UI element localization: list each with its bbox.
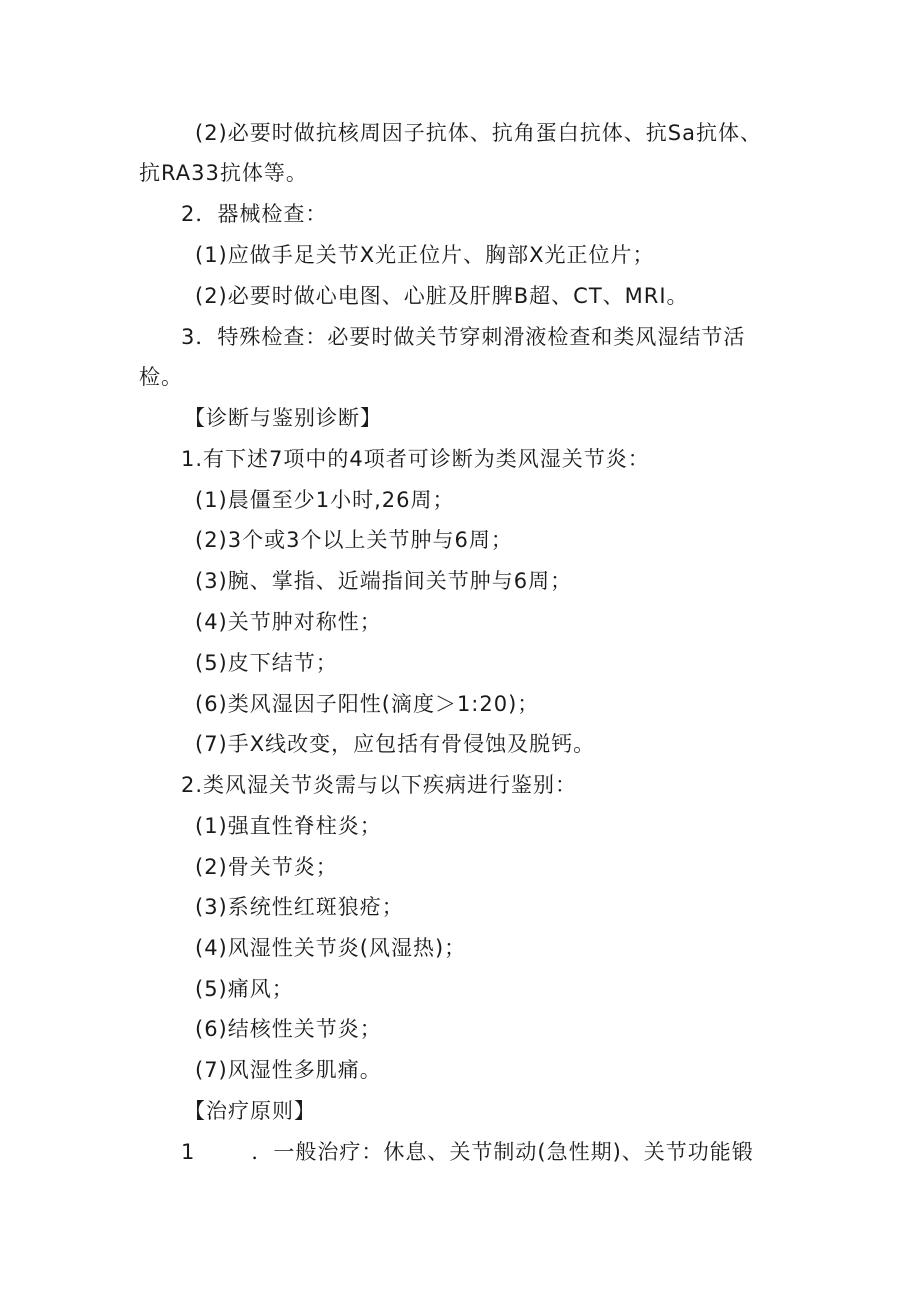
text-line: (1)应做手足关节X光正位片、胸部X光正位片； <box>195 243 655 267</box>
list-item: (5)痛风； <box>195 977 294 1001</box>
list-item: (7)手X线改变，应包括有骨侵蚀及脱钙。 <box>195 732 596 756</box>
list-item: (7)风湿性多肌痛。 <box>195 1058 382 1082</box>
bracket-heading: 【治疗原则】 <box>184 1099 316 1123</box>
list-heading: 2.类风湿关节炎需与以下疾病进行鉴别： <box>181 773 578 797</box>
list-item: (2)3个或3个以上关节肿与6周； <box>195 528 513 552</box>
text-line: (2)必要时做心电图、心脏及肝脾B超、CT、MRI。 <box>195 284 689 308</box>
list-item: (3)系统性红斑狼疮； <box>195 895 404 919</box>
list-item: (1)晨僵至少1小时,26周； <box>195 488 455 512</box>
text-line <box>181 1137 754 1167</box>
text-line: 抗RA33抗体等。 <box>139 161 308 185</box>
list-item: (2)骨关节炎； <box>195 855 338 879</box>
list-heading: 1.有下述7项中的4项者可诊断为类风湿关节炎： <box>181 447 650 471</box>
list-item: (4)关节肿对称性； <box>195 610 382 634</box>
section-heading: 2．器械检查： <box>181 202 328 226</box>
bracket-heading: 【诊断与鉴别诊断】 <box>184 406 382 430</box>
list-item: (5)皮下结节； <box>195 651 338 675</box>
item-number: 1 <box>181 1140 196 1164</box>
list-item: (6)类风湿因子阳性(滴度＞1:20)； <box>195 692 540 716</box>
list-item: (1)强直性脊柱炎； <box>195 814 382 838</box>
list-item: (4)风湿性关节炎(风湿热)； <box>195 936 467 960</box>
list-item: (6)结核性关节炎； <box>195 1017 382 1041</box>
item-text: ．一般治疗：休息、关节制动(急性期)、关节功能锻 <box>251 1140 754 1164</box>
section-heading: 3．特殊检查：必要时做关节穿刺滑液检查和类风湿结节活 <box>181 325 746 349</box>
list-item: (3)腕、掌指、近端指间关节肿与6周； <box>195 569 573 593</box>
text-line: (2)必要时做抗核周因子抗体、抗角蛋白抗体、抗Sa抗体、 <box>195 121 762 145</box>
text-line: 检。 <box>139 365 183 389</box>
